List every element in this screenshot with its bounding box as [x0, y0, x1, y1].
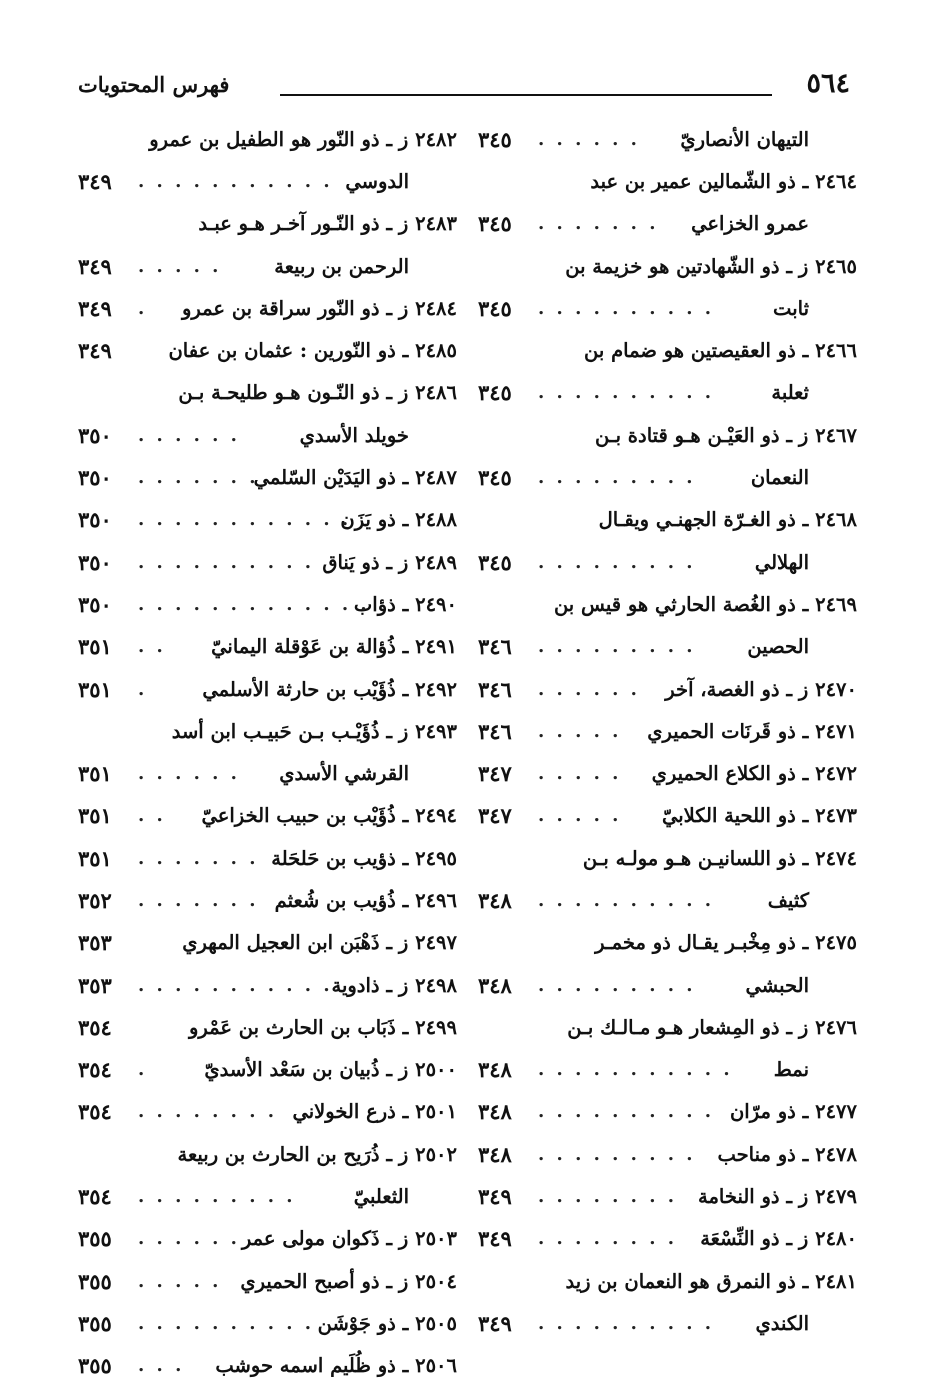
toc-entry-text: ٢٥٠١ ـ ذرع الخولاني: [292, 1100, 457, 1124]
toc-line: [470, 1091, 865, 1133]
toc-page-number: ٣٥٠: [78, 591, 112, 617]
toc-line: [70, 118, 465, 160]
leader-dots: . . . . . . . .: [538, 1228, 677, 1250]
toc-page-number: ٣٥١: [78, 803, 112, 829]
toc-entry-text: ٢٤٨١ ـ ذو النمرق هو النعمان بن زيد: [565, 1269, 857, 1293]
toc-line: [470, 710, 865, 752]
toc-line: [470, 1260, 865, 1302]
toc-page-number: ٣٤٩: [478, 1226, 512, 1252]
toc-page-number: ٣٤٦: [478, 634, 512, 660]
toc-line: [470, 964, 865, 1006]
toc-line: [470, 626, 865, 668]
toc-entry-text: ٢٤٦٤ ـ ذو الشّمالين عمير بن عبد: [590, 169, 857, 193]
toc-line: [70, 499, 465, 541]
toc-page-number: ٣٤٨: [478, 887, 512, 913]
leader-dots: . . . . . .: [138, 763, 240, 785]
leader-dots: . . . . . . . . . .: [138, 1312, 315, 1334]
toc-line: [70, 1302, 465, 1344]
toc-line: [470, 1006, 865, 1048]
toc-entry-text: ٢٤٩٩ ـ ذَبَاب بن الحارث بن عَمْرو: [188, 1015, 457, 1039]
leader-dots: . . . . . . . . .: [538, 551, 696, 573]
toc-page-number: ٣٥٤: [78, 1014, 112, 1040]
toc-page-number: ٣٥١: [78, 634, 112, 660]
toc-entry-text: ٢٤٦٧ ز ـ ذو العَيْـن هـو قتادة بـن: [595, 423, 857, 447]
toc-page-number: ٣٥٢: [78, 887, 112, 913]
toc-entry-text: ٢٤٧٨ ـ ذو مناحب: [717, 1142, 857, 1166]
toc-entry-text: ٢٤٨٥ ـ ذو النّورين : عثمان بن عفان: [168, 339, 457, 363]
toc-line: [70, 710, 465, 752]
toc-line: [70, 752, 465, 794]
toc-line: [470, 583, 865, 625]
toc-column-left: [70, 118, 465, 1379]
toc-line: [470, 414, 865, 456]
toc-page-number: ٣٤٩: [78, 338, 112, 364]
toc-line: [70, 879, 465, 921]
toc-entry-text: ٢٤٨٦ ز ـ ذو النّـون هـو طليحـة بـن: [178, 381, 457, 405]
toc-page-number: ٣٤٨: [478, 1057, 512, 1083]
toc-page-number: ٣٤٩: [78, 168, 112, 194]
toc-entry-text: ٢٤٧٦ ز ـ ذو المِشعار هـو مـالـك بـن: [567, 1015, 857, 1039]
toc-entry-text: ٢٤٩٧ ز ـ ذَهْبَن ابن العجيل المهري: [182, 931, 457, 955]
toc-entry-text: الرحمن بن ربيعة: [274, 254, 409, 278]
toc-page-number: ٣٥٠: [78, 465, 112, 491]
toc-line: [470, 1218, 865, 1260]
toc-entry-text: ٢٤٧٣ ـ ذو اللحية الكلابيّ: [661, 804, 857, 828]
leader-dots: . . . . . . .: [138, 847, 259, 869]
toc-line: [70, 837, 465, 879]
toc-line: [70, 795, 465, 837]
toc-page-number: ٣٥٠: [78, 549, 112, 575]
toc-entry-text: الحصين: [747, 635, 809, 659]
toc-line: [70, 287, 465, 329]
page-number: ٥٦٤: [806, 68, 850, 99]
toc-entry-text: ٢٤٧١ ـ ذو قَرنَات الحميري: [647, 719, 857, 743]
leader-dots: . . . . . .: [138, 1228, 240, 1250]
header-rule: [280, 94, 772, 96]
leader-dots: . . . . . .: [538, 128, 640, 150]
toc-page-number: ٣٥١: [78, 761, 112, 787]
toc-entry-text: الحبشي: [745, 973, 809, 997]
toc-page-number: ٣٥٥: [78, 1310, 112, 1336]
leader-dots: . . . . . . . . .: [138, 1186, 296, 1208]
leader-dots: . . . . . . .: [138, 467, 259, 489]
toc-line: [470, 456, 865, 498]
toc-line: [70, 329, 465, 371]
toc-page-number: ٣٤٦: [478, 718, 512, 744]
toc-page-number: ٣٤٩: [478, 1184, 512, 1210]
toc-line: [70, 1133, 465, 1175]
leader-dots: . . . . .: [138, 255, 222, 277]
leader-dots: . . . . . . . . . . . . .: [138, 593, 370, 615]
toc-page-number: ٣٥٣: [78, 972, 112, 998]
toc-page-number: ٣٥٥: [78, 1268, 112, 1294]
toc-line: [70, 1260, 465, 1302]
toc-page-number: ٣٤٥: [478, 380, 512, 406]
leader-dots: . . . . . . . . . .: [538, 297, 715, 319]
toc-entry-text: ثابت: [773, 296, 809, 320]
toc-entry-text: ٢٤٦٥ ز ـ ذو الشّهادتين هو خزيمة بن: [565, 254, 857, 278]
leader-dots: . . . . . . . . . .: [538, 1312, 715, 1334]
toc-line: [70, 1345, 465, 1387]
toc-line: [70, 964, 465, 1006]
toc-line: [70, 414, 465, 456]
toc-line: [70, 541, 465, 583]
toc-line: [470, 668, 865, 710]
leader-dots: . . . . . . . . . . .: [538, 1059, 733, 1081]
toc-entry-text: ٢٤٨٧ ـ ذو اليَدَيْن السّلمي: [253, 466, 457, 490]
toc-entry-text: عمرو الخزاعي: [691, 212, 809, 236]
header-title: فهرس المحتويات: [78, 72, 230, 97]
toc-line: [470, 1302, 865, 1344]
toc-page-number: ٣٥٠: [78, 507, 112, 533]
toc-line: [70, 583, 465, 625]
toc-page-number: ٣٤٥: [478, 465, 512, 491]
toc-entry-text: ٢٤٩٨ ز ـ ذادوية: [331, 973, 457, 997]
leader-dots: . . . . . . . . . . .: [138, 170, 333, 192]
toc-line: [470, 118, 865, 160]
toc-entry-text: ٢٥٠٣ ز ـ ذَكوان مولى عمر: [241, 1227, 457, 1251]
toc-line: [470, 245, 865, 287]
toc-entry-text: الهلالي: [754, 550, 809, 574]
toc-entry-text: ٢٤٧٧ ـ ذو مرّان: [729, 1100, 857, 1124]
leader-dots: . . . . . . . . . .: [538, 382, 715, 404]
leader-dots: . . . . . . . . . . . .: [138, 509, 352, 531]
toc-entry-text: ٢٤٨٨ ـ ذو يَزَن: [340, 508, 457, 532]
toc-page-number: ٣٥٤: [78, 1057, 112, 1083]
leader-dots: . . .: [138, 1355, 185, 1377]
toc-line: [70, 372, 465, 414]
toc-page-number: ٣٤٥: [478, 211, 512, 237]
leader-dots: . . . . . . . .: [538, 1186, 677, 1208]
toc-line: [70, 668, 465, 710]
toc-page-number: ٣٥١: [78, 845, 112, 871]
leader-dots: . . . . .: [538, 720, 622, 742]
toc-entry-text: ٢٤٩٦ ـ ذُؤيب بن شُعثم: [274, 888, 457, 912]
leader-dots: . . . . . . . . . .: [538, 889, 715, 911]
toc-line: [70, 1175, 465, 1217]
toc-column-right: [470, 118, 865, 1358]
toc-entry-text: ٢٤٩٠ ـ ذؤاب: [353, 592, 457, 616]
toc-entry-text: ٢٥٠٢ ز ـ ذُرَيح بن الحارث بن ربيعة: [177, 1142, 457, 1166]
leader-dots: . . . . .: [138, 1270, 222, 1292]
toc-page-number: ٣٤٨: [478, 972, 512, 998]
leader-dots: .: [138, 678, 148, 700]
toc-page-number: ٣٥٥: [78, 1353, 112, 1379]
page-header: [70, 70, 870, 106]
leader-dots: . . . . . . .: [538, 213, 659, 235]
toc-entry-text: خويلد الأسدي: [299, 423, 409, 447]
toc-entry-text: ٢٤٨٢ ز ـ ذو النّور هو الطفيل بن عمرو: [149, 127, 457, 151]
toc-line: [470, 1049, 865, 1091]
leader-dots: . .: [138, 636, 166, 658]
leader-dots: .: [138, 1059, 148, 1081]
toc-line: [470, 541, 865, 583]
toc-line: [470, 287, 865, 329]
toc-entry-text: ثعلبة: [771, 381, 809, 405]
toc-line: [470, 1175, 865, 1217]
leader-dots: . . . . . . . . .: [538, 467, 696, 489]
toc-page-number: ٣٤٧: [478, 761, 512, 787]
leader-dots: . . . . . .: [138, 424, 240, 446]
toc-entry-text: ٢٥٠٤ ز ـ ذو أصبح الحميري: [240, 1269, 457, 1293]
toc-page-number: ٣٤٥: [478, 549, 512, 575]
toc-line: [70, 1091, 465, 1133]
toc-page-number: ٣٤٧: [478, 803, 512, 829]
toc-line: [470, 203, 865, 245]
toc-entry-text: ٢٤٩٣ ز ـ ذُؤَيْـب بـن حَبيـب ابن أسد: [171, 719, 457, 743]
toc-line: [470, 1133, 865, 1175]
toc-line: [70, 1049, 465, 1091]
toc-page-number: ٣٥٣: [78, 930, 112, 956]
toc-line: [470, 329, 865, 371]
toc-entry-text: كثيف: [767, 888, 809, 912]
toc-line: [70, 626, 465, 668]
leader-dots: . . . . . .: [538, 678, 640, 700]
leader-dots: . . . . . . . . .: [538, 1143, 696, 1165]
toc-line: [470, 160, 865, 202]
toc-line: [70, 1006, 465, 1048]
toc-line: [470, 879, 865, 921]
leader-dots: .: [138, 297, 148, 319]
toc-entry-text: القرشي الأسدي: [279, 762, 409, 786]
toc-entry-text: ٢٤٨٤ ز ـ ذو النّور سراقة بن عمرو: [181, 296, 457, 320]
toc-page-number: ٣٤٩: [478, 1310, 512, 1336]
toc-page-number: ٣٥٠: [78, 422, 112, 448]
leader-dots: . . . . .: [538, 805, 622, 827]
toc-entry-text: الدوسي: [345, 169, 409, 193]
leader-dots: . . . . . . . . .: [538, 636, 696, 658]
toc-line: [70, 160, 465, 202]
toc-page-number: ٣٤٩: [78, 295, 112, 321]
toc-entry-text: ٢٤٦٩ ـ ذو الغُصة الحارثي هو قيس بن: [553, 592, 857, 616]
toc-line: [70, 245, 465, 287]
toc-entry-text: ٢٤٩٤ ـ ذُؤَيْب بن حبيب الخزاعيّ: [201, 804, 457, 828]
toc-page-number: ٣٤٩: [78, 253, 112, 279]
toc-page-number: ٣٤٦: [478, 676, 512, 702]
toc-entry-text: ٢٤٧٥ ـ ذو مِخْبـر يقـال ذو مخمـر: [595, 931, 857, 955]
toc-line: [470, 752, 865, 794]
toc-entry-text: ٢٤٨٩ ز ـ ذو يَناق: [322, 550, 457, 574]
toc-entry-text: التيهان الأنصاريّ: [680, 127, 809, 151]
toc-entry-text: ٢٥٠٠ ز ـ ذُبيان بن سَعْد الأسديّ: [204, 1058, 457, 1082]
toc-entry-text: ٢٤٦٦ ـ ذو العقيصتين هو ضمام بن: [584, 339, 857, 363]
toc-page-number: ٣٤٥: [478, 126, 512, 152]
toc-line: [470, 922, 865, 964]
leader-dots: . . . . . . . .: [138, 1101, 277, 1123]
toc-line: [70, 456, 465, 498]
leader-dots: . . . . .: [538, 763, 622, 785]
toc-entry-text: الثعلبيّ: [353, 1185, 409, 1209]
toc-line: [470, 372, 865, 414]
toc-page-number: ٣٤٥: [478, 295, 512, 321]
toc-entry-text: ٢٤٨٣ ز ـ ذو النّـور آخـر هـو عبـد: [198, 212, 457, 236]
leader-dots: . .: [138, 805, 166, 827]
toc-line: [70, 203, 465, 245]
toc-entry-text: الكندي: [755, 1311, 809, 1335]
toc-page-number: ٣٥٤: [78, 1184, 112, 1210]
toc-line: [470, 499, 865, 541]
toc-entry-text: ٢٤٦٨ ـ ذو الغـرّة الجهنـي ويقـال: [598, 508, 857, 532]
toc-entry-text: ٢٤٩٥ ـ ذؤيب بن حَلحَلة: [271, 846, 457, 870]
toc-page-number: ٣٥٥: [78, 1226, 112, 1252]
toc-entry-text: ٢٤٧٩ ز ـ ذو النخامة: [698, 1185, 857, 1209]
toc-entry-text: نمط: [773, 1058, 809, 1082]
toc-entry-text: ٢٤٧٤ ـ ذو اللسانيـن هـو مولـه بـن: [582, 846, 857, 870]
toc-entry-text: ٢٤٩٢ ـ ذُؤَيْب بن حارثة الأسلمي: [202, 677, 457, 701]
leader-dots: . . . . . . . . . .: [538, 1101, 715, 1123]
toc-line: [70, 922, 465, 964]
leader-dots: . . . . . . . . .: [538, 974, 696, 996]
toc-page-number: ٣٥١: [78, 676, 112, 702]
toc-line: [70, 1218, 465, 1260]
toc-line: [470, 837, 865, 879]
leader-dots: . . . . . . . . . . .: [138, 974, 333, 996]
toc-entry-text: ٢٥٠٥ ـ ذو جَوْشَن: [317, 1311, 457, 1335]
toc-entry-text: ٢٤٧٢ ـ ذو الكلاع الحميري: [651, 762, 857, 786]
toc-entry-text: ٢٤٨٠ ز ـ ذو النِّسْعَة: [700, 1227, 857, 1251]
toc-entry-text: ٢٤٧٠ ز ـ ذو الغصة، آخر: [665, 677, 857, 701]
toc-page-number: ٣٤٨: [478, 1099, 512, 1125]
toc-entry-text: ٢٥٠٦ ـ ذو ظُلَيم اسمه حوشب: [215, 1354, 457, 1378]
leader-dots: . . . . . . .: [138, 889, 259, 911]
toc-page-number: ٣٥٤: [78, 1099, 112, 1125]
toc-page-number: ٣٤٨: [478, 1141, 512, 1167]
leader-dots: . . . . . . . . . .: [138, 551, 315, 573]
toc-entry-text: النعمان: [750, 466, 809, 490]
toc-entry-text: ٢٤٩١ ـ ذُؤالة بن عَوْقلة اليمانيّ: [211, 635, 457, 659]
toc-line: [470, 795, 865, 837]
